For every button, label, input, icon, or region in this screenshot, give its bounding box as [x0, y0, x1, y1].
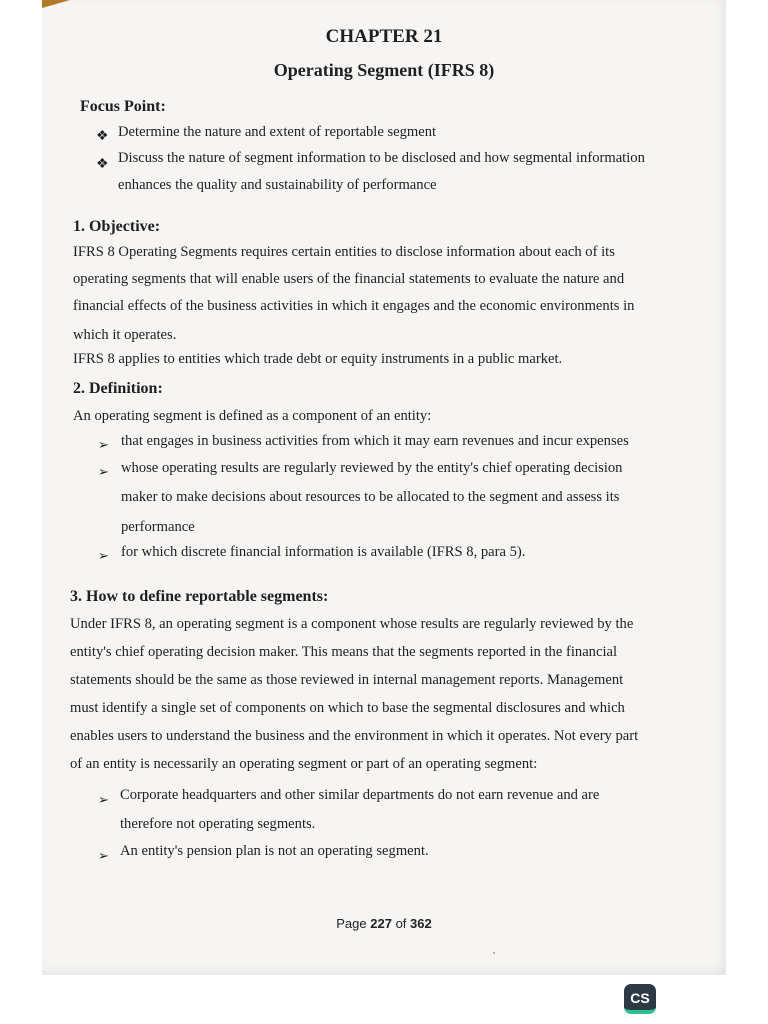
reportable-line: statements should be the same as those reviewed in internal management reports. Management	[70, 672, 624, 688]
definition-item: for which discrete financial information is available (IFRS 8, para 5).	[121, 544, 526, 560]
arrow-bullet-icon: ➢	[98, 792, 109, 807]
objective-line: IFRS 8 Operating Segments requires certain entities to disclose information about each of its	[73, 244, 615, 260]
definition-item-cont: maker to make decisions about resources to be allocated to the segment and assess its	[121, 489, 620, 505]
reportable-line: Under IFRS 8, an operating segment is a component whose results are regularly reviewed by the	[70, 616, 634, 632]
reportable-line: must identify a single set of components on which to base the segmental disclosures and which	[70, 700, 625, 716]
camscanner-logo-icon: CS	[624, 984, 656, 1014]
page-number-current: 227	[370, 916, 392, 931]
reportable-line: enables users to understand the business and the environment in which it operates. Not every part	[70, 728, 639, 744]
page-number-of: of	[395, 916, 407, 931]
page-number	[0, 916, 768, 931]
page-corner-tab	[42, 0, 70, 8]
focus-bullet-2: Discuss the nature of segment information to be disclosed and how segmental information	[118, 150, 645, 166]
definition-intro: An operating segment is defined as a component of an entity:	[73, 408, 432, 424]
reportable-line: entity's chief operating decision maker. This means that the segments reported in the financial	[70, 644, 618, 660]
arrow-bullet-icon: ➢	[98, 548, 109, 563]
focus-heading: Focus Point:	[80, 98, 166, 115]
objective-heading: 1. Objective:	[73, 218, 161, 235]
definition-item: whose operating results are regularly reviewed by the entity's chief operating decision	[121, 460, 623, 476]
objective-line: IFRS 8 applies to entities which trade debt or equity instruments in a public market.	[73, 351, 563, 367]
focus-bullet-2-cont: enhances the quality and sustainability of performance	[118, 177, 437, 193]
page-number-total: 362	[410, 916, 432, 931]
speck	[493, 952, 495, 954]
reportable-line: of an entity is necessarily an operating segment or part of an operating segment:	[70, 756, 538, 772]
objective-line: operating segments that will enable users of the financial statements to evaluate the nature and	[73, 271, 625, 287]
reportable-heading: 3. How to define reportable segments:	[70, 588, 329, 605]
focus-bullet-1: Determine the nature and extent of reportable segment	[118, 124, 437, 140]
chapter-subtitle: Operating Segment (IFRS 8)	[273, 60, 495, 80]
definition-item-cont: performance	[121, 519, 195, 535]
definition-heading: 2. Definition:	[73, 380, 163, 397]
reportable-item-cont: therefore not operating segments.	[120, 816, 316, 832]
diamond-bullet-icon: ❖	[96, 157, 109, 172]
reportable-item: An entity's pension plan is not an operating segment.	[120, 843, 429, 859]
arrow-bullet-icon: ➢	[98, 848, 109, 863]
definition-item: that engages in business activities from which it may earn revenues and incur expenses	[121, 433, 629, 449]
arrow-bullet-icon: ➢	[98, 437, 109, 452]
diamond-bullet-icon: ❖	[96, 129, 109, 144]
reportable-item: Corporate headquarters and other similar departments do not earn revenue and are	[120, 787, 600, 803]
arrow-bullet-icon: ➢	[98, 464, 109, 479]
objective-line: which it operates.	[73, 327, 177, 343]
objective-line: financial effects of the business activities in which it engages and the economic environments in	[73, 298, 635, 314]
page-number-prefix: Page	[336, 916, 367, 931]
chapter-title: CHAPTER 21	[325, 26, 443, 47]
